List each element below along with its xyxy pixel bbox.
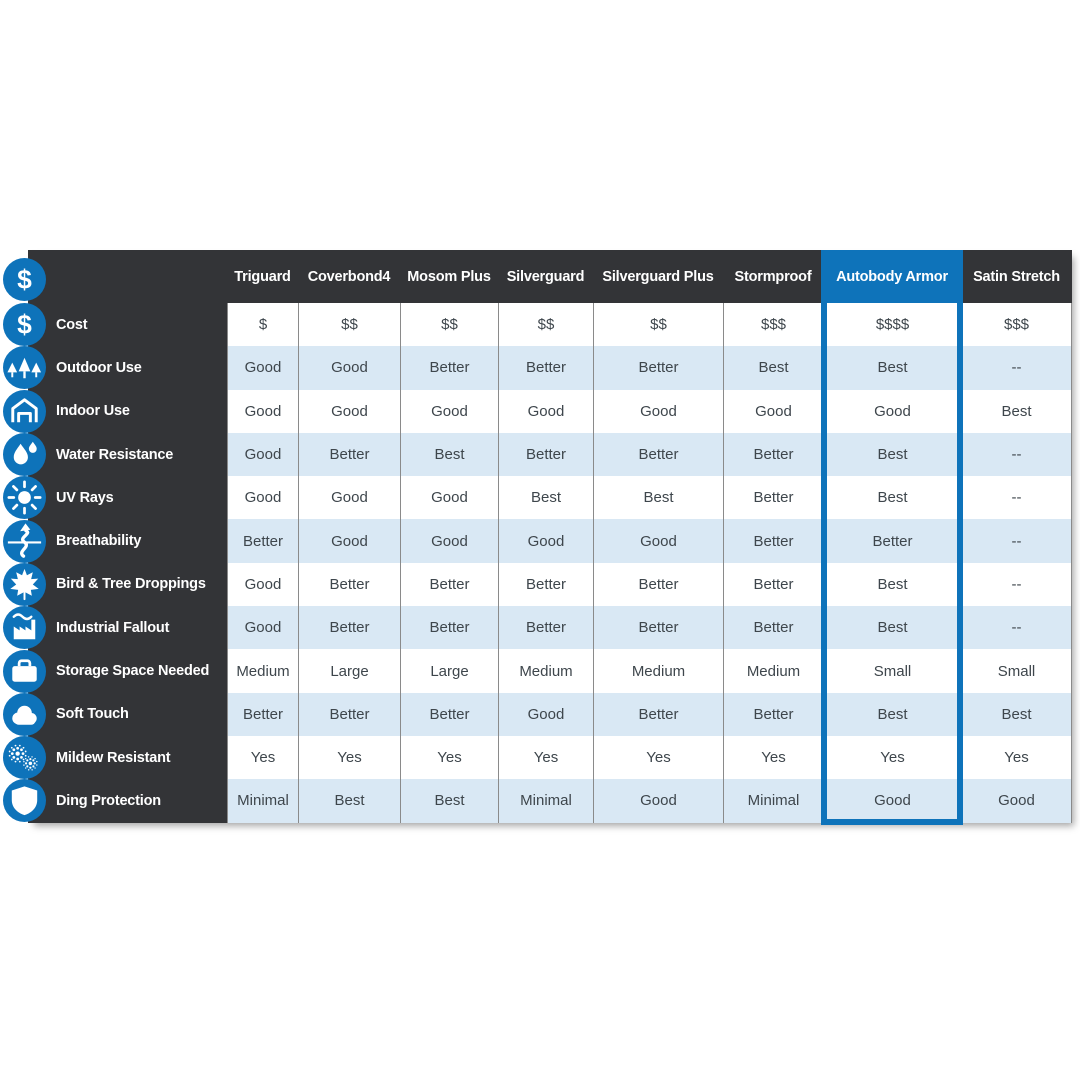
column-header-coverbond4: Coverbond4 [298,250,400,303]
table-cell: Better [298,693,400,736]
table-cell: Good [227,476,298,519]
table-cell: Good [593,390,723,433]
table-cell: Better [298,606,400,649]
table-cell: Large [298,649,400,692]
table-cell: Best [823,563,961,606]
garage-icon [3,390,46,433]
table-cell: Good [400,519,498,562]
table-cell: Best [400,433,498,476]
row-label-industrial-fallout: Industrial Fallout [28,606,227,649]
column-header-silverguard-plus: Silverguard Plus [593,250,723,303]
row-label-ding-protection: Ding Protection [28,779,227,822]
table-cell: Better [298,433,400,476]
column-header-mosom-plus: Mosom Plus [400,250,498,303]
table-cell: Good [298,390,400,433]
column-header-autobody-armor: Autobody Armor [823,250,961,303]
column-header-satin-stretch: Satin Stretch [961,250,1072,303]
table-cell: Best [823,693,961,736]
table-cell: Good [298,476,400,519]
spores-icon [3,736,46,779]
table-cell: Good [723,390,823,433]
table-cell: Good [298,519,400,562]
table-cell: Better [227,693,298,736]
table-cell: Medium [498,649,593,692]
table-cell: -- [961,346,1072,389]
table-cell: Minimal [723,779,823,822]
row-label-outdoor-use: Outdoor Use [28,346,227,389]
table-cell: Yes [498,736,593,779]
airflow-icon [3,520,46,563]
svg-text:$: $ [17,264,32,295]
table-cell: Better [723,693,823,736]
table-cell: Good [498,693,593,736]
dollar-icon [3,258,46,301]
table-cell: Best [298,779,400,822]
table-cell: Better [723,476,823,519]
table-cell: $$ [593,303,723,346]
table-cell: Good [227,390,298,433]
table-cell: $$$ [723,303,823,346]
table-cell: -- [961,476,1072,519]
row-label-uv-rays: UV Rays [28,476,227,519]
shield-icon [3,779,46,822]
table-cell: Best [400,779,498,822]
table-cell: Good [227,346,298,389]
table-cell: Best [593,476,723,519]
table-cell: $$ [298,303,400,346]
table-cell: Best [823,476,961,519]
table-cell: Yes [823,736,961,779]
table-cell: Small [823,649,961,692]
table-cell: Good [823,779,961,822]
table-cell: Good [227,606,298,649]
table-corner [28,250,227,303]
table-cell: -- [961,563,1072,606]
table-cell: Good [227,433,298,476]
table-cell: Better [498,606,593,649]
table-cell: $ [227,303,298,346]
table-cell: Best [823,433,961,476]
table-cell: Better [498,346,593,389]
table-cell: Yes [961,736,1072,779]
table-cell: -- [961,606,1072,649]
table-cell: Better [723,563,823,606]
table-cell: Best [723,346,823,389]
water-drops-icon [3,433,46,476]
row-label-water-resistance: Water Resistance [28,433,227,476]
table-cell: Better [593,606,723,649]
table-cell: Better [498,563,593,606]
table-cell: Better [823,519,961,562]
column-header-triguard: Triguard [227,250,298,303]
row-label-breathability: Breathability [28,519,227,562]
table-cell: Good [498,390,593,433]
sun-icon [3,476,46,519]
table-cell: Good [400,390,498,433]
cloud-icon [3,693,46,736]
table-cell: Large [400,649,498,692]
table-cell: Best [823,346,961,389]
table-cell: Better [723,606,823,649]
table-cell: Yes [298,736,400,779]
table-cell: Best [961,693,1072,736]
trees-icon [3,346,46,389]
table-cell: Good [961,779,1072,822]
table-cell: Better [498,433,593,476]
table-cell: Best [498,476,593,519]
table-cell: Good [593,519,723,562]
table-cell: Best [961,390,1072,433]
table-cell: Better [400,563,498,606]
table-cell: -- [961,433,1072,476]
table-cell: Better [400,606,498,649]
factory-icon [3,606,46,649]
table-cell: $$$ [961,303,1072,346]
table-cell: Better [593,346,723,389]
table-cell: Better [593,693,723,736]
briefcase-icon [3,650,46,693]
svg-text:$: $ [17,309,32,340]
table-cell: Better [723,519,823,562]
table-cell: Yes [227,736,298,779]
maple-leaf-icon [3,563,46,606]
table-cell: Yes [593,736,723,779]
table-cell: Better [593,563,723,606]
table-cell: Minimal [498,779,593,822]
table-cell: Medium [593,649,723,692]
table-cell: Better [227,519,298,562]
comparison-table [28,250,1072,823]
table-cell: Small [961,649,1072,692]
table-cell: Yes [400,736,498,779]
table-cell: Good [227,563,298,606]
table-cell: Better [593,433,723,476]
table-cell: Best [823,606,961,649]
table-cell: Better [400,346,498,389]
row-label-bird-tree-droppings: Bird & Tree Droppings [28,563,227,606]
row-label-storage-space-needed: Storage Space Needed [28,649,227,692]
table-cell: $$ [498,303,593,346]
table-cell: Minimal [227,779,298,822]
table-cell: Medium [227,649,298,692]
table-cell: Medium [723,649,823,692]
dollar-icon [3,303,46,346]
table-cell: Better [298,563,400,606]
row-label-soft-touch: Soft Touch [28,693,227,736]
table-cell: Better [400,693,498,736]
column-header-silverguard: Silverguard [498,250,593,303]
table-cell: Good [823,390,961,433]
column-header-stormproof: Stormproof [723,250,823,303]
table-cell: Good [498,519,593,562]
table-cell: Better [723,433,823,476]
table-cell: $$ [400,303,498,346]
table-cell: -- [961,519,1072,562]
row-label-mildew-resistant: Mildew Resistant [28,736,227,779]
row-label-indoor-use: Indoor Use [28,390,227,433]
table-cell: $$$$ [823,303,961,346]
table-cell: Good [298,346,400,389]
row-label-cost: Cost [28,303,227,346]
table-cell: Good [593,779,723,822]
table-cell: Good [400,476,498,519]
table-cell: Yes [723,736,823,779]
